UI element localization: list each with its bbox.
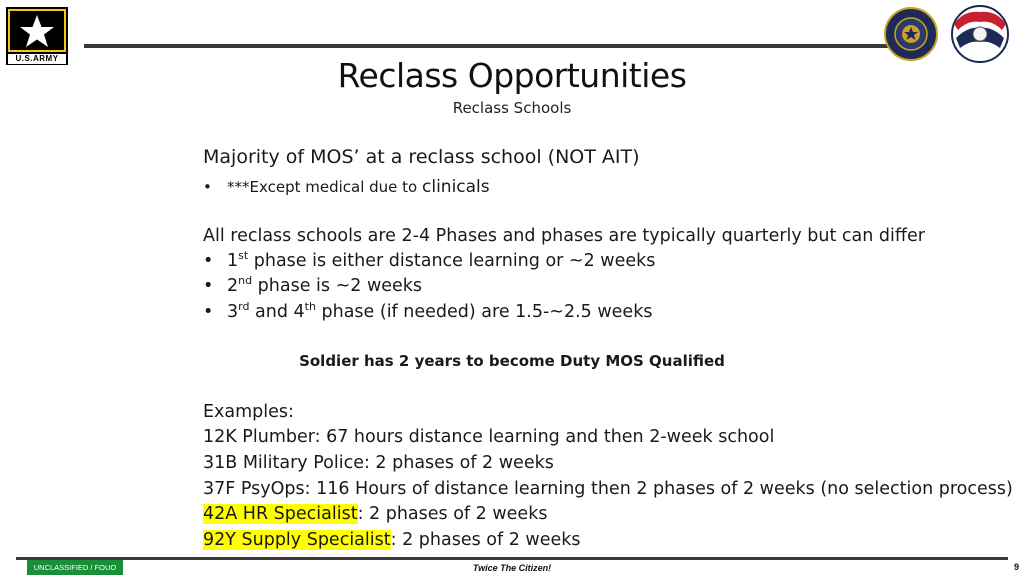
army-reserve-seal-icon — [879, 6, 943, 62]
mos-reclass-statement: Majority of MOS’ at a reclass school (NOT AIT) — [203, 146, 640, 168]
footer-motto: Twice The Citizen! — [472, 563, 552, 573]
bullet-text-tail: clinicals — [422, 177, 490, 197]
example-detail: : 2 phases of 2 weeks — [357, 504, 548, 524]
ordinal-number: 1 — [227, 251, 239, 271]
bullet-item — [203, 302, 652, 322]
callout-text: Soldier has 2 years to become Duty MOS Qualified — [299, 352, 725, 370]
classification-badge: UNCLASSIFIED / FOUO — [27, 560, 123, 575]
bullet-text: phase is ~2 weeks — [252, 276, 423, 296]
example-item — [203, 530, 581, 550]
bullet-item — [203, 251, 655, 271]
star-icon — [8, 9, 66, 52]
logo-wordmark: U.S.ARMY — [8, 54, 66, 64]
ordinal-suffix: rd — [238, 300, 250, 314]
bullet-marker: • — [203, 178, 212, 196]
bullet-item — [203, 177, 490, 197]
header-divider — [84, 44, 894, 48]
example-item: 12K Plumber: 67 hours distance learning and then 2-week school — [203, 427, 775, 447]
ordinal-suffix: th — [304, 300, 316, 314]
page-number: 9 — [1014, 562, 1020, 572]
example-item — [203, 504, 547, 524]
highlighted-mos: 42A HR Specialist — [203, 504, 358, 524]
slide-title: Reclass Opportunities — [337, 56, 687, 95]
ordinal-suffix: nd — [238, 274, 253, 288]
bullet-marker: • — [203, 251, 214, 271]
phases-statement: All reclass schools are 2-4 Phases and phases are typically quarterly but can differ — [203, 226, 925, 246]
bullet-text: ***Except medical due to — [227, 178, 422, 196]
example-detail: : 2 phases of 2 weeks — [390, 530, 581, 550]
readiness-eagle-seal-icon — [944, 4, 1016, 64]
footer-divider — [16, 557, 1008, 560]
bullet-marker: • — [203, 276, 214, 296]
bullet-text: phase (if needed) are 1.5-~2.5 weeks — [315, 302, 653, 322]
bullet-text: and 4 — [249, 302, 305, 322]
ordinal-number: 2 — [227, 276, 239, 296]
bullet-marker: • — [203, 302, 214, 322]
ordinal-suffix: st — [238, 249, 249, 263]
examples-heading: Examples: — [203, 402, 294, 422]
bullet-item — [203, 276, 422, 296]
example-item: 31B Military Police: 2 phases of 2 weeks — [203, 453, 554, 473]
bullet-text: phase is either distance learning or ~2 weeks — [248, 251, 656, 271]
highlighted-mos: 92Y Supply Specialist — [203, 530, 391, 550]
ordinal-number: 3 — [227, 302, 239, 322]
slide-subtitle: Reclass Schools — [452, 99, 572, 117]
example-item: 37F PsyOps: 116 Hours of distance learning then 2 phases of 2 weeks (no selection process) — [203, 479, 1013, 499]
